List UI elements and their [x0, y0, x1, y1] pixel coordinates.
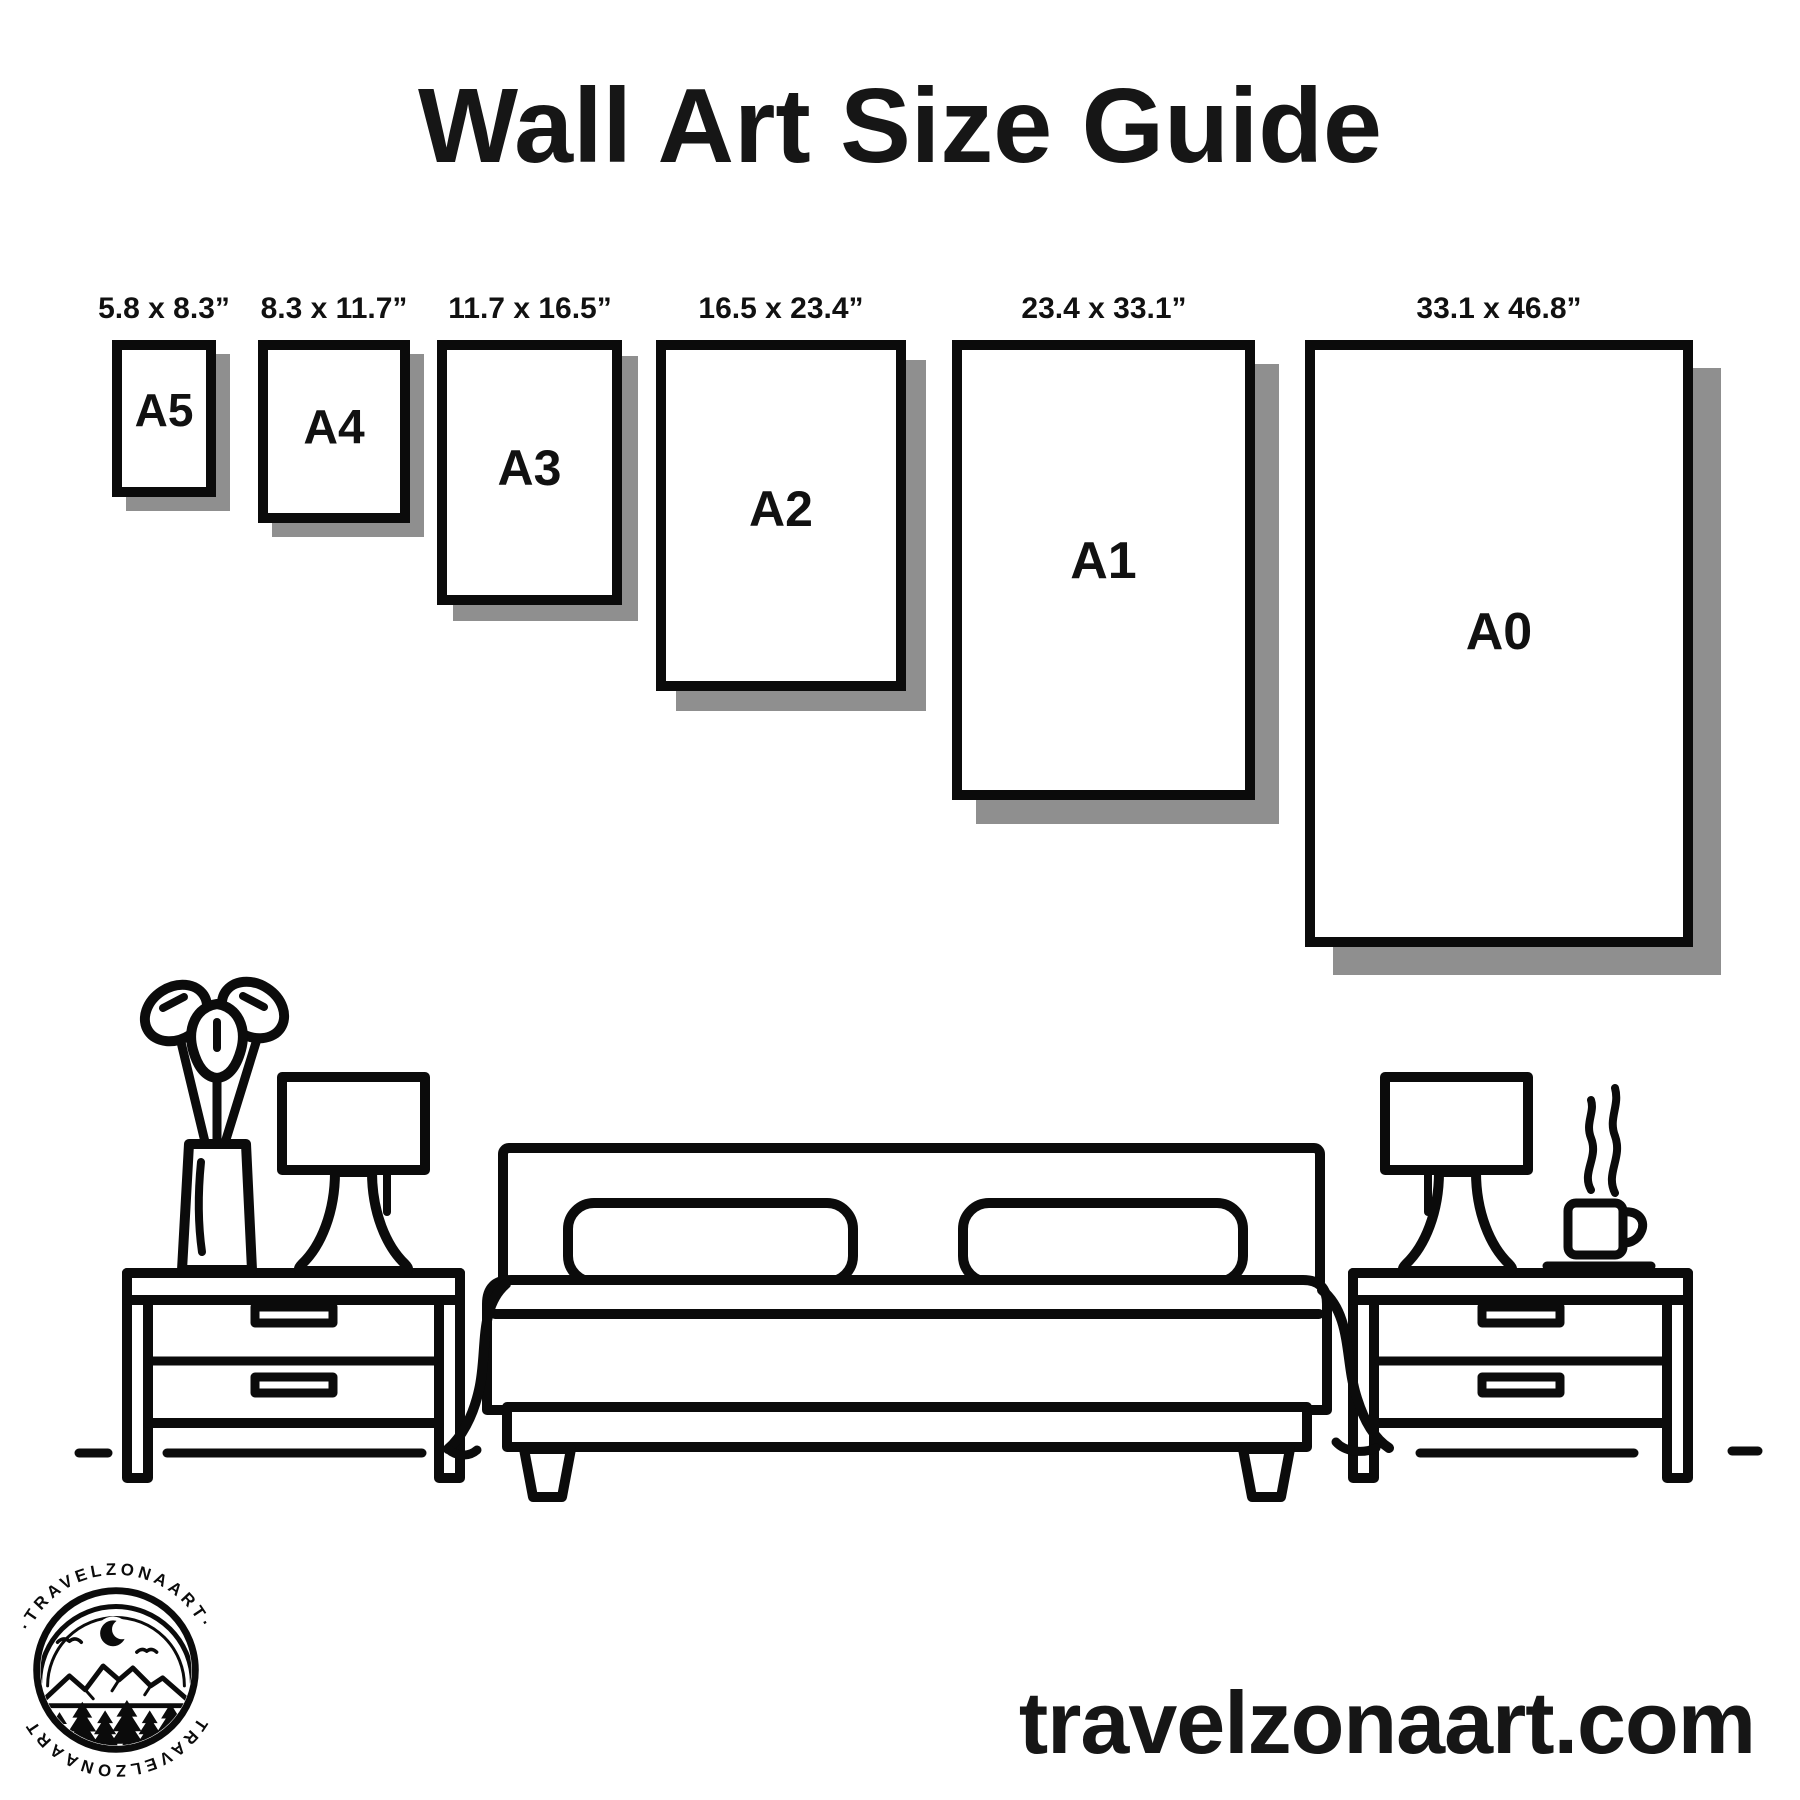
mountain-forest-logo-icon	[2, 1548, 230, 1788]
frame-code-a4: A4	[303, 401, 365, 455]
frame-code-a1: A1	[1070, 532, 1137, 591]
size-label-a4: 8.3 x 11.7”	[260, 292, 408, 325]
nightstand-icon	[127, 1273, 460, 1478]
bed-icon	[448, 1148, 1389, 1497]
size-label-a1: 23.4 x 33.1”	[1021, 292, 1187, 325]
nightstand-icon	[1353, 1273, 1688, 1478]
vase-flowers-icon	[134, 970, 295, 1270]
size-label-a3: 11.7 x 16.5”	[448, 292, 612, 325]
pillow-icon	[963, 1203, 1243, 1282]
logo-text-bottom: TRAVELZONAART	[20, 1714, 212, 1781]
pillow-icon	[568, 1203, 853, 1282]
logo-text-top: ·TRAVELZONAART·	[15, 1559, 217, 1634]
size-label-a5: 5.8 x 8.3”	[98, 292, 230, 325]
frame-code-a0: A0	[1465, 602, 1533, 661]
website-url: travelzonaart.com	[1018, 1673, 1755, 1772]
size-label-a0: 33.1 x 46.8”	[1416, 292, 1582, 325]
coffee-cup-icon	[1547, 1088, 1651, 1266]
table-lamp-icon	[282, 1077, 425, 1271]
table-lamp-icon	[1385, 1077, 1528, 1271]
frame-code-a2: A2	[749, 480, 813, 537]
frame-code-a5: A5	[134, 384, 194, 437]
steam-icon	[1588, 1100, 1593, 1190]
steam-icon	[1612, 1088, 1617, 1193]
page-title: Wall Art Size Guide	[418, 67, 1382, 185]
frame-code-a3: A3	[497, 439, 562, 496]
size-label-a2: 16.5 x 23.4”	[698, 292, 864, 325]
